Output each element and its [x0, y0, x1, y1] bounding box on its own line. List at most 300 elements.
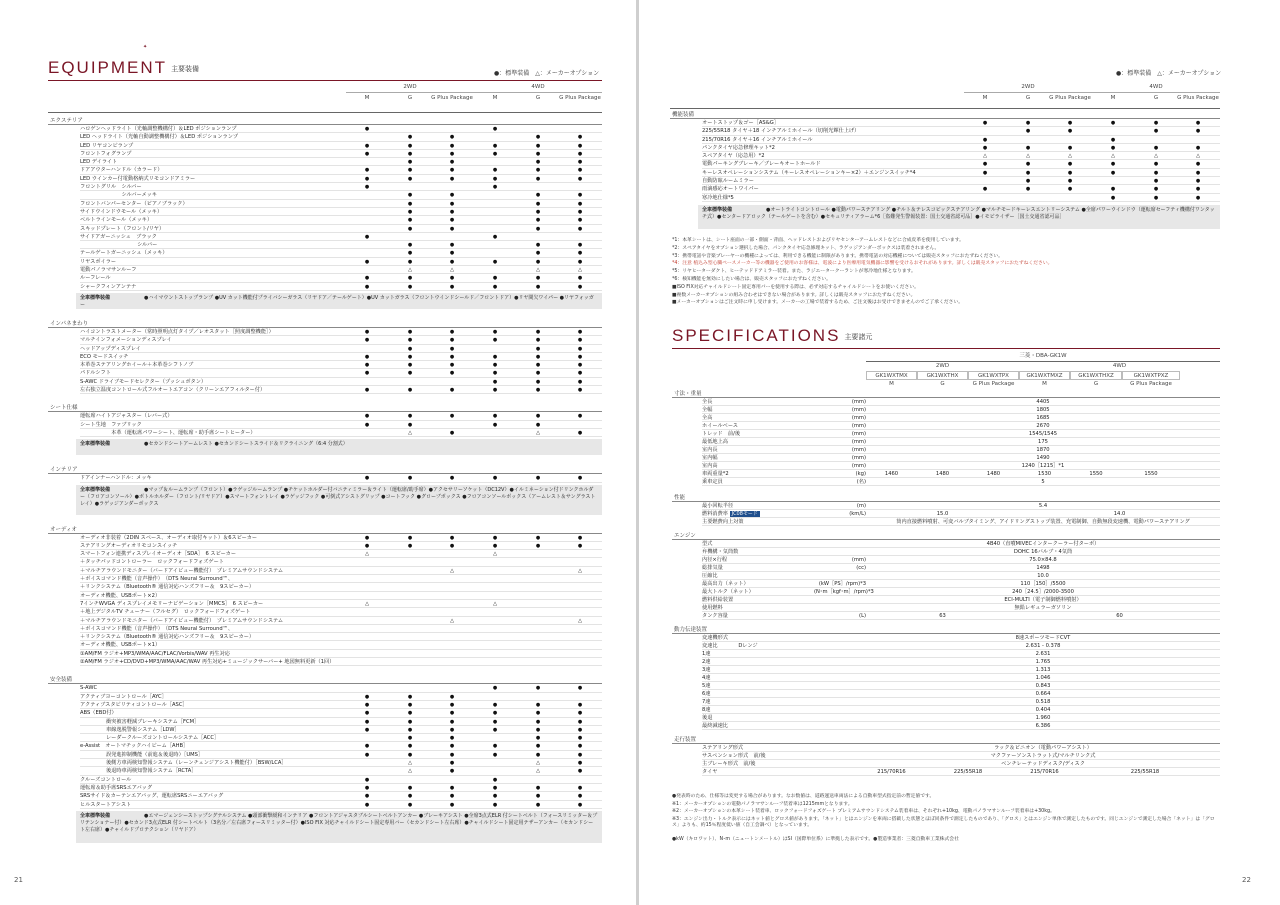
availability-mark: ●: [535, 378, 541, 385]
availability-mark: ●: [407, 159, 413, 166]
availability-mark: ●: [449, 217, 455, 224]
table-row: [80, 701, 602, 709]
grade-header: G: [535, 95, 541, 101]
spec-row: [702, 564, 1220, 572]
page-number-right: 22: [1242, 876, 1251, 884]
availability-mark: ●: [577, 167, 583, 174]
availability-mark: ●: [1025, 120, 1031, 126]
table-row: [702, 152, 1220, 160]
availability-mark: ●: [364, 353, 370, 360]
availability-mark: ●: [1195, 186, 1201, 193]
row-label: シルバーメッキ: [80, 192, 158, 199]
spec-unit: (N･m［kgf･m］/rpm)*3: [814, 589, 874, 595]
spec-label: 7速: [702, 699, 711, 705]
row-label: 誤発進抑制機能（前進＆後退時）［UMS］: [80, 751, 204, 758]
table-row: [702, 177, 1220, 185]
spec-label: 8速: [702, 707, 711, 713]
availability-mark: ●: [407, 345, 413, 352]
spec-value: 240［24.5］/2000-3500: [1012, 589, 1074, 595]
availability-mark: △: [578, 617, 582, 624]
availability-mark: ●: [407, 258, 413, 265]
availability-mark: ●: [407, 362, 413, 369]
availability-mark: ●: [364, 142, 370, 149]
availability-mark: ●: [1110, 120, 1116, 126]
table-row: [80, 567, 602, 575]
spec-label: 燃料消費率 JC08モード: [702, 511, 758, 517]
spec-value: 1460: [884, 471, 899, 477]
spec-value: 15.0: [936, 511, 949, 517]
grade-header: M: [982, 95, 988, 101]
spec-row: [702, 604, 1220, 612]
row-label: オーディオ非装着（2DIN スペース、オーディオ取付キット）＆6スピーカー: [80, 534, 258, 541]
availability-mark: ●: [1195, 128, 1201, 135]
spec-label: タンク容量: [702, 613, 728, 619]
row-label: 左右独立温度コントロール式フルオートエアコン（クリーンエアフィルター付）: [80, 387, 266, 394]
spec-row: [702, 572, 1220, 580]
spec-label: 3速: [702, 667, 711, 673]
availability-mark: ●: [407, 142, 413, 149]
availability-mark: ●: [364, 337, 370, 344]
row-label: ＋タッチパッドコントローラー ロックフォードフォズゲート: [80, 559, 224, 566]
spec-label: 燃料供給装置: [702, 597, 734, 603]
section-heading: 安全装備: [50, 677, 73, 684]
table-row: [80, 726, 602, 734]
spec-value: 1.046: [1035, 675, 1051, 681]
table-row: [702, 119, 1220, 127]
spec-row: [702, 422, 1220, 430]
availability-mark: ●: [407, 217, 413, 224]
availability-mark: △: [536, 267, 540, 274]
availability-mark: ●: [407, 242, 413, 249]
table-row: [80, 249, 602, 257]
availability-mark: ●: [1110, 194, 1116, 201]
availability-mark: △: [1068, 153, 1072, 160]
row-label: 電動パノラマサンルーフ: [80, 267, 137, 274]
availability-mark: ●: [577, 283, 583, 290]
section-heading: 機能装備: [672, 112, 695, 118]
footnote: *2：スペアタイヤをオプション選択した場合、パンクタイヤ応急修理キット、ラゲッジアンダーボックスは装着されません。: [672, 245, 940, 251]
availability-mark: ●: [577, 337, 583, 344]
availability-mark: △: [450, 617, 454, 624]
footnote: *1：本革シートは、シート座面の一部・側面・背面、ヘッドレストおよびリヤセンターアームレストなどに合成皮革を使用しています。: [672, 238, 964, 243]
table-row: [80, 266, 602, 274]
availability-mark: ●: [407, 784, 413, 791]
spec-row: [702, 744, 1220, 752]
table-row: [80, 125, 602, 133]
spec-value: 2.631: [1035, 651, 1051, 657]
table-row: [702, 144, 1220, 152]
availability-mark: ●: [407, 283, 413, 290]
spec-row: [702, 596, 1220, 604]
spec-unit: (mm): [851, 439, 866, 445]
availability-mark: ●: [364, 362, 370, 369]
section-rows: [702, 119, 1220, 202]
spec-unit: (mm): [851, 463, 866, 469]
availability-mark: ●: [407, 710, 413, 717]
row-label: 運転席＆助手席SRSエアバッグ: [80, 784, 153, 791]
table-row: [702, 194, 1220, 202]
availability-mark: ●: [492, 337, 498, 344]
availability-mark: △: [450, 267, 454, 274]
table-row: [80, 175, 602, 183]
availability-mark: ●: [407, 413, 413, 420]
availability-mark: ●: [407, 275, 413, 282]
spec-label: 2速: [702, 659, 711, 665]
availability-mark: ●: [407, 134, 413, 141]
availability-mark: ●: [492, 167, 498, 174]
table-row: [702, 185, 1220, 193]
standard-equipment-text: ●セカンドシートアームレスト ●セカンドシートスライド＆リクライニング（6:4 分割式）: [144, 441, 348, 448]
spec-row: [702, 446, 1220, 454]
availability-mark: ●: [577, 793, 583, 800]
availability-mark: ●: [982, 120, 988, 126]
availability-mark: ●: [577, 701, 583, 708]
row-label: 225/55R18 タイヤ＋18 インチアルミホイール（切削光輝仕上げ）: [702, 128, 860, 135]
availability-mark: ●: [492, 175, 498, 182]
availability-mark: ●: [1067, 186, 1073, 193]
row-label: 後側方車両検知警報システム（レーンチェンジアシスト機能付）［BSW/LCA］: [80, 760, 287, 767]
availability-mark: ●: [492, 150, 498, 157]
table-row: [702, 136, 1220, 144]
availability-mark: ●: [577, 159, 583, 166]
availability-mark: △: [1154, 153, 1158, 160]
section-heading: インテリア: [50, 467, 78, 474]
availability-mark: ●: [449, 275, 455, 282]
footnote: ■メーカーオプションはご注文時に申し受けます。メーカーの工場で装着するため、ご注文後はお受けできませんのでご了承ください。: [672, 300, 964, 306]
spec-model-code: GK1WXTPXZ: [1122, 371, 1180, 380]
spec-grade: G: [1093, 381, 1099, 387]
row-label: 車線逸脱警報システム［LDW］: [80, 726, 180, 733]
availability-mark: ●: [364, 283, 370, 290]
availability-mark: ●: [535, 175, 541, 182]
availability-mark: ●: [492, 184, 498, 191]
page-fold: [636, 0, 639, 905]
row-label: 電動パーキングブレーキ／ブレーキオートホールド: [702, 161, 821, 168]
availability-mark: △: [536, 768, 540, 775]
availability-mark: ●: [577, 217, 583, 224]
spec-row: [702, 518, 1220, 526]
table-row: [80, 583, 602, 591]
spec-label: 総排気量: [702, 565, 723, 571]
spec-row: [702, 634, 1220, 642]
spec-label: 室内長: [702, 447, 718, 453]
availability-mark: ●: [492, 801, 498, 808]
availability-mark: ●: [1195, 161, 1201, 168]
row-label: 後退時車両検知警報システム［RCTA］: [80, 768, 197, 775]
spec-row: [702, 454, 1220, 462]
availability-mark: ●: [535, 345, 541, 352]
spec-value: 225/55R18: [1130, 769, 1160, 775]
spec-value: 筒内直接燃料噴射、可変バルブタイミング、アイドリングストップ装置、充電制御、自動無段変速機、電動パワーステアリング: [896, 519, 1190, 525]
row-label: ①AM/FM ラジオ+MP3/WMA/AAC/FLAC/Vorbis/WAV 再生対応: [80, 650, 230, 657]
availability-mark: ●: [364, 801, 370, 808]
row-label: 215/70R16 タイヤ＋16 インチアルミホイール: [702, 136, 813, 143]
standard-equipment-label: 全車標準装備: [80, 812, 111, 819]
availability-mark: △: [1196, 153, 1200, 160]
row-label: ＋ボイスコマンド機能（音声操作） （DTS Neural Surround™、: [80, 625, 234, 632]
availability-mark: ●: [577, 751, 583, 758]
spec-row: [702, 556, 1220, 564]
availability-mark: ●: [577, 784, 583, 791]
availability-mark: ●: [449, 167, 455, 174]
availability-mark: △: [408, 429, 412, 436]
availability-mark: △: [365, 600, 369, 607]
left-page: [0, 0, 634, 905]
availability-mark: ●: [492, 378, 498, 385]
spec-unit: (kg): [855, 471, 866, 477]
row-label: パンクタイヤ応急修理キット*2: [702, 144, 775, 151]
row-label: シャークフィンアンテナ: [80, 283, 137, 290]
row-label: ＋リンクシステム（Bluetooth® 通信対応ハンズフリー＆ 9スピーカー）: [80, 584, 255, 591]
row-label: ベルトラインモール（メッキ）: [80, 217, 153, 224]
row-label: S-AWC ドライブモードセレクター（プッシュボタン）: [80, 378, 207, 385]
spec-value: 6.386: [1035, 723, 1051, 729]
spec-group-heading: 動力伝達装置: [674, 627, 708, 633]
row-label: クルーズコントロール: [80, 776, 132, 783]
spec-row: [702, 478, 1220, 486]
availability-mark: ●: [1110, 161, 1116, 168]
availability-mark: ●: [449, 200, 455, 207]
table-row: [80, 658, 602, 666]
availability-mark: ●: [449, 353, 455, 360]
spec-value: 14.0: [1113, 511, 1126, 517]
availability-mark: ●: [577, 726, 583, 733]
availability-mark: ●: [364, 718, 370, 725]
availability-mark: ●: [535, 475, 541, 482]
availability-mark: ●: [449, 751, 455, 758]
availability-mark: ●: [407, 225, 413, 232]
standard-equipment-box: [698, 205, 1220, 229]
table-row: [80, 650, 602, 658]
availability-mark: ●: [407, 534, 413, 541]
table-row: [702, 160, 1220, 168]
spec-value: 75.0×84.8: [1029, 557, 1057, 563]
availability-mark: ●: [364, 710, 370, 717]
legend-right: ●：標準装備 △：メーカーオプション: [1116, 70, 1222, 77]
availability-mark: ●: [449, 329, 455, 335]
grade-header: G Plus Package: [559, 95, 601, 101]
availability-mark: ●: [1067, 178, 1073, 185]
availability-mark: ●: [407, 751, 413, 758]
drive-header-4wd-right: 4WD: [1149, 84, 1163, 90]
spec-value: 110［150］/5500: [1020, 581, 1066, 587]
table-row: [80, 550, 602, 558]
availability-mark: ●: [492, 362, 498, 369]
standard-equipment-box: [76, 485, 602, 515]
jc08-mode-badge: JC08モード: [731, 511, 758, 517]
table-row: [80, 767, 602, 775]
spec-value: 1870: [1036, 447, 1050, 453]
spec-footnote: ●kW（キロワット）、N･m（ニュートンメートル）はSI（国際単位系）に準拠した表示です。●製造事業者：三菱自動車工業株式会社: [672, 836, 959, 842]
availability-mark: ●: [535, 225, 541, 232]
table-row: [80, 158, 602, 166]
availability-mark: ●: [577, 250, 583, 257]
table-row: [80, 600, 602, 608]
spec-row: [702, 722, 1220, 730]
availability-mark: ●: [535, 743, 541, 750]
availability-mark: △: [493, 600, 497, 607]
spec-grade: G: [940, 381, 945, 387]
spec-label: サスペンション形式 前/後: [702, 753, 766, 759]
standard-equipment-text: ●マップ＆ルームランプ（フロント）●ラゲッジルームランプ ●チケットホルダー付バニティミラー＆ライト（運転席/助手席）●アクセサリーソケット（DC12V）●イルミネーション付ドリンクホルダー（フロアコンソール）●ボトルホルダー（フロント/リヤドア）●スマートフォントレイ ●ラゲッジフック ●可倒式アシストグリップ ●コートフック ●グローブボックス ●フロアコンソールボックス（アームレスト＆サングラストレイ）●ラゲッジアンダーボックス: [80, 486, 596, 507]
table-row: [80, 369, 602, 377]
availability-mark: ●: [535, 134, 541, 141]
table-row: [80, 361, 602, 369]
spec-value: 1.765: [1035, 659, 1051, 665]
spec-label: タイヤ: [702, 769, 718, 775]
spec-label: 車両重量*2: [702, 471, 729, 477]
spec-model-code: GK1WXTMXZ: [1019, 371, 1070, 380]
availability-mark: △: [536, 760, 540, 767]
spec-value: マクファーソンストラット式/マルチリンク式: [990, 753, 1096, 759]
spec-value: 5.4: [1038, 503, 1048, 509]
availability-mark: ●: [535, 192, 541, 199]
availability-mark: ●: [535, 793, 541, 800]
row-label: e-Assist オートマチックハイビーム［AHB］: [80, 743, 189, 750]
row-label: サイドウインドウモール（メッキ）: [80, 208, 163, 215]
availability-mark: ●: [577, 429, 583, 436]
spec-label: 型式: [702, 541, 713, 547]
section-heading: シート仕様: [50, 405, 78, 412]
availability-mark: ●: [577, 743, 583, 750]
spec-row: [702, 642, 1220, 650]
spec-model-code: GK1WXTPX: [968, 371, 1019, 380]
availability-mark: ●: [1110, 144, 1116, 151]
row-label: LED ウインカー付電動格納式リモコンドアミラー: [80, 175, 196, 182]
availability-mark: ●: [449, 693, 455, 700]
spec-row: [702, 398, 1220, 406]
availability-mark: ●: [535, 242, 541, 249]
spec-unit: (mm): [851, 407, 866, 413]
table-row: [80, 225, 602, 233]
availability-mark: ●: [407, 175, 413, 182]
availability-mark: ●: [577, 534, 583, 541]
spec-value: 60: [1116, 613, 1123, 619]
table-row: [80, 283, 602, 291]
equipment-title: [48, 58, 199, 78]
availability-mark: ●: [982, 161, 988, 168]
row-label: スペアタイヤ（応急用）*2: [702, 153, 765, 160]
availability-mark: ●: [535, 718, 541, 725]
row-label: ＋マルチアラウンドモニター（バードアイビュー機能付） プレミアムサウンドシステム: [80, 617, 284, 624]
table-row: [80, 378, 602, 386]
row-label: オートストップ＆ゴー［AS&G］: [702, 120, 779, 126]
spec-unit: (mm): [851, 399, 866, 405]
footnote: *6：検知機能を無効にしたい場合は、販売スタッフにおたずねください。: [672, 277, 831, 282]
footnote: *4：注意 植込み型心臓ペースメーカー等の機器をご使用のお客様は、電波により医療用電気機器に影響を受けるおそれがあります。詳しくは販売スタッフにおたずねください。: [672, 261, 1053, 267]
row-label: LED デイライト: [80, 159, 118, 166]
standard-equipment-text: ●ハイマウントストップランプ ●UV カット機能付プライバシーガラス（リヤドア／テールゲート）●UV カットガラス（フロントウインドシールド／フロントドア）●リヤ間欠ワイパー ●リヤフォッガー: [80, 295, 594, 308]
availability-mark: ●: [407, 387, 413, 394]
table-row: [80, 633, 602, 641]
availability-mark: ●: [364, 126, 370, 132]
spec-title-rule: [672, 348, 1220, 349]
spec-value: ラック＆ピニオン（電動パワーアシスト）: [994, 745, 1092, 751]
availability-mark: ●: [364, 776, 370, 783]
spec-value: 4B40（直噴MIVECインタークーラー付ターボ）: [986, 541, 1100, 547]
table-row: [80, 776, 602, 784]
spec-label: 室内高: [702, 463, 718, 469]
spec-footnote: ●発表時のため、仕様等は変更する場合があります。なお数値は、道路運送車両法による自動車型式指定前の暫定値です。: [672, 794, 935, 799]
spec-label: 乗車定員: [702, 479, 723, 485]
row-label: オーディオ機能、USBポート×1）: [80, 642, 161, 649]
availability-mark: ●: [364, 793, 370, 800]
availability-mark: ●: [364, 184, 370, 191]
availability-mark: ●: [364, 275, 370, 282]
availability-mark: ●: [1153, 194, 1159, 201]
spec-drive-4wd: 4WD: [1112, 363, 1127, 369]
availability-mark: △: [493, 551, 497, 558]
availability-mark: ●: [449, 370, 455, 377]
availability-mark: ●: [1025, 161, 1031, 168]
availability-mark: ●: [535, 701, 541, 708]
spec-label: ホイールベース: [702, 423, 738, 429]
availability-mark: △: [1111, 153, 1115, 160]
availability-mark: ●: [535, 413, 541, 420]
availability-mark: ●: [449, 801, 455, 808]
standard-equipment-label: 全車標準装備: [80, 441, 111, 448]
row-label: ルーフレール: [80, 275, 111, 282]
spec-value: 1.960: [1035, 715, 1051, 721]
spec-unit: (名): [856, 479, 866, 485]
availability-mark: ●: [407, 743, 413, 750]
row-label: ドアアウターハンドル（カラード）: [80, 167, 163, 174]
table-row: [80, 801, 602, 809]
availability-mark: ●: [577, 225, 583, 232]
spec-unit: (m): [856, 503, 866, 509]
availability-mark: ●: [492, 421, 498, 428]
availability-mark: ●: [577, 378, 583, 385]
table-row: [80, 641, 602, 649]
row-label: 寒冷地仕様*5: [702, 194, 734, 201]
availability-mark: ●: [982, 144, 988, 151]
availability-mark: ●: [449, 242, 455, 249]
table-row: [702, 127, 1220, 135]
availability-mark: ●: [1153, 120, 1159, 126]
availability-mark: ●: [364, 150, 370, 157]
availability-mark: △: [408, 768, 412, 775]
spec-value: 0.664: [1035, 691, 1051, 697]
grade-header: G: [1025, 95, 1031, 101]
availability-mark: ●: [535, 208, 541, 215]
availability-mark: ●: [1067, 144, 1073, 151]
spec-footnote: ※2：メーカーオプションの本革シート装着車、ロックフォードフォズゲート プレミアムサウンドシステム装着車は、それぞれ+10kg、電動パノラマサンルーフ装着車は+30kg。: [672, 809, 1055, 814]
availability-mark: ●: [407, 475, 413, 482]
availability-mark: ●: [407, 200, 413, 207]
availability-mark: ●: [577, 258, 583, 265]
spec-row: [702, 650, 1220, 658]
row-label: ECO モードスイッチ: [80, 353, 129, 360]
table-row: [80, 734, 602, 742]
grade-header: M: [492, 95, 498, 101]
spec-value: 1480: [986, 471, 1001, 477]
availability-mark: ●: [577, 768, 583, 775]
spec-row: [702, 674, 1220, 682]
grade-header: G: [1153, 95, 1159, 101]
spec-row: [702, 588, 1220, 596]
spec-label: 後退: [702, 715, 713, 721]
standard-equipment-box: [76, 293, 602, 309]
footnote: *5：リヤヒーターダクト、ヒーテッドドアミラー装着。また、ラジエータークーラントが寒冷地仕様となります。: [672, 269, 916, 275]
row-label: アクティブヨーコントロール［AYC］: [80, 693, 167, 700]
availability-mark: ●: [1025, 178, 1031, 185]
availability-mark: ●: [577, 542, 583, 549]
availability-mark: ●: [535, 685, 541, 692]
availability-mark: ●: [492, 534, 498, 541]
availability-mark: ●: [407, 718, 413, 725]
table-row: [80, 345, 602, 353]
right-page: [642, 0, 1280, 905]
